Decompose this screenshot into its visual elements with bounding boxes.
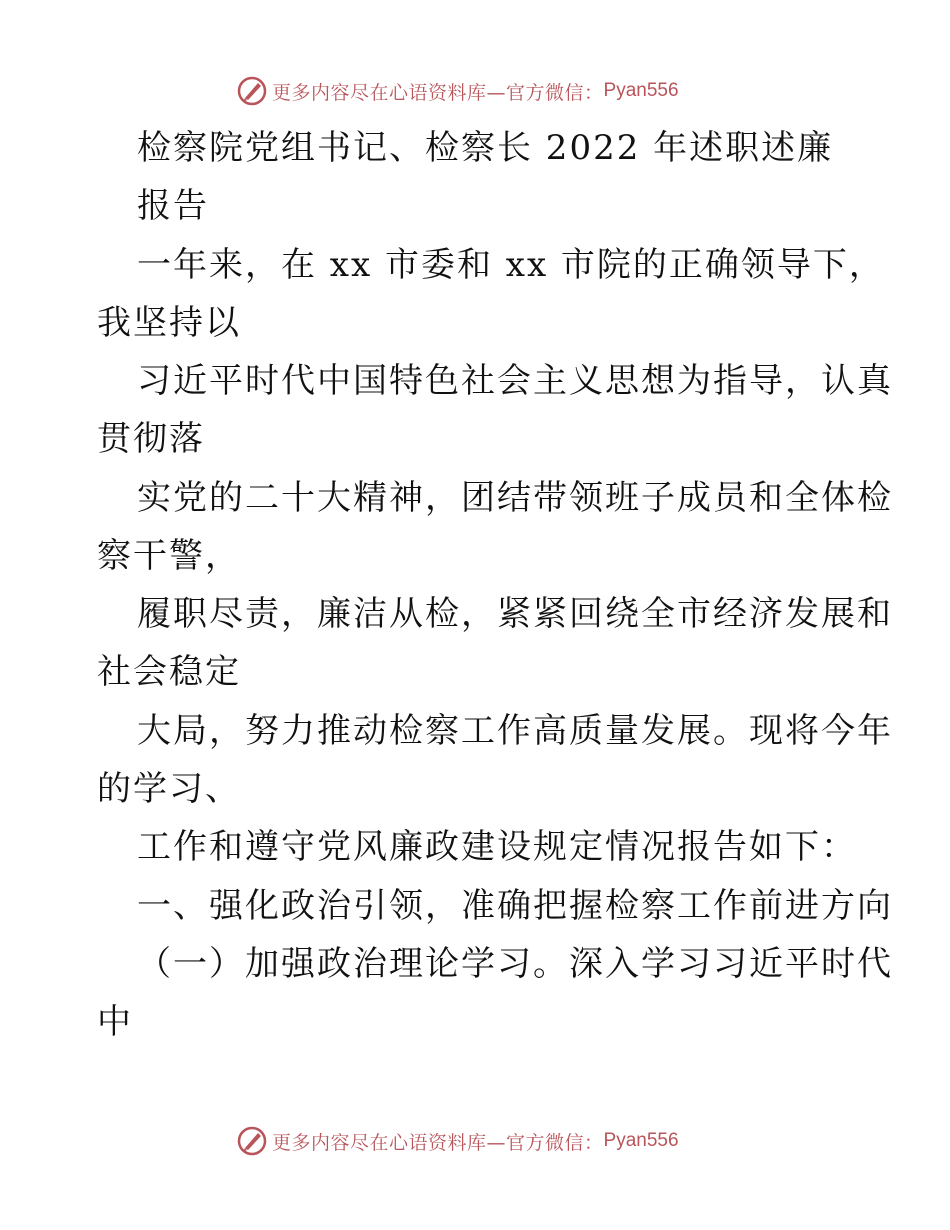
quill-pen-logo-icon (236, 75, 268, 107)
paragraph-line: 中 (97, 1002, 133, 1042)
paragraph-line: 贯彻落 (97, 419, 205, 459)
subsection-heading: （一）加强政治理论学习。深入学习习近平时代 (137, 944, 893, 984)
paragraph-line: 大局，努力推动检察工作高质量发展。现将今年 (137, 711, 893, 751)
paragraph-line: 的学习、 (97, 769, 241, 809)
paragraph-line: 察干警， (97, 536, 241, 576)
paragraph-line: 工作和遵守党风廉政建设规定情况报告如下： (137, 827, 857, 867)
paragraph-line: 一年来，在 xx 市委和 xx 市院的正确领导下， (137, 245, 885, 285)
header-watermark (236, 74, 679, 108)
footer-watermark (236, 1124, 679, 1158)
paragraph-line: 社会稳定 (97, 652, 241, 692)
section-heading: 一、强化政治引领，准确把握检察工作前进方向 (137, 886, 893, 926)
watermark-text: 更多内容尽在心语资料库—官方微信： (272, 1131, 604, 1154)
quill-pen-logo-icon (236, 1125, 268, 1157)
watermark-account: Pyan556 (603, 80, 679, 101)
watermark-text: 更多内容尽在心语资料库—官方微信： (272, 81, 604, 104)
paragraph-line: 习近平时代中国特色社会主义思想为指导，认真 (137, 361, 893, 401)
paragraph-line: 实党的二十大精神，团结带领班子成员和全体检 (137, 478, 893, 518)
document-title: 检察院党组书记、检察长 2022 年述职述廉 (137, 128, 834, 168)
paragraph-line: 我坚持以 (97, 303, 241, 343)
document-title-continued: 报告 (137, 186, 209, 226)
paragraph-line: 履职尽责，廉洁从检，紧紧回绕全市经济发展和 (137, 594, 893, 634)
watermark-account: Pyan556 (603, 1130, 679, 1151)
